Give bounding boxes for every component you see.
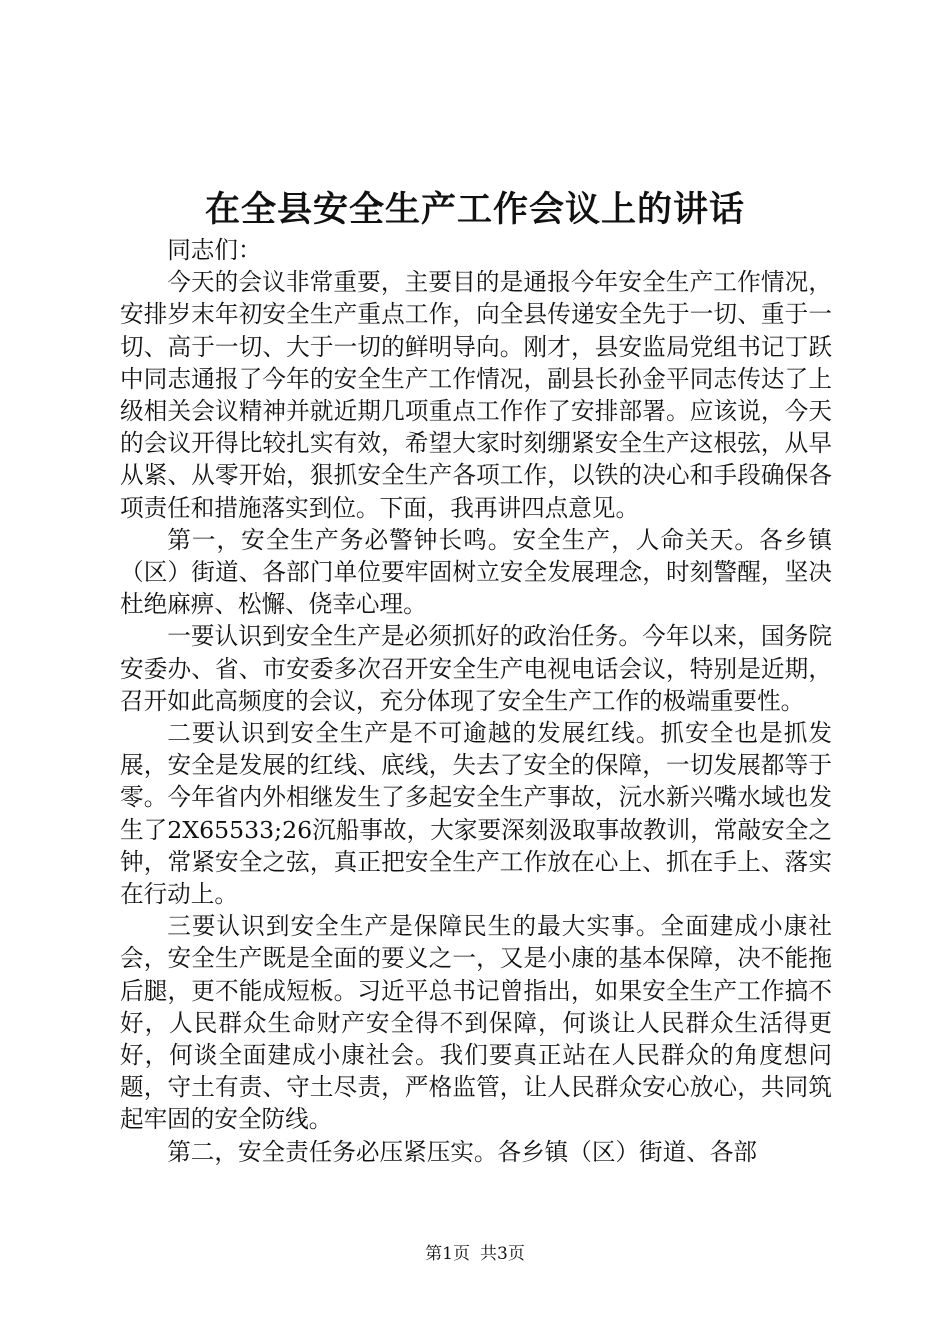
paragraph: 今天的会议非常重要，主要目的是通报今年安全生产工作情况，安排岁末年初安全生产重点工作，向全县传递安全先于一切、重于一切、高于一切、大于一切的鲜明导向。刚才，县安监局党组书记丁跃中同志通报了今年的安全生产工作情况，副县长孙金平同志传达了上级相关会议精神并就近期几项重点工作作了安排部署。应该说，今天的会议开得比较扎实有效，希望大家时刻绷紧安全生产这根弦，从早从紧、从零开始，狠抓安全生产各项工作，以铁的决心和手段确保各项责任和措施落实到位。下面，我再讲四点意见。	[120, 268, 832, 522]
salutation: 同志们：	[167, 236, 262, 264]
page-number: 第1页	[425, 1244, 470, 1264]
page-footer	[0, 1242, 950, 1266]
paragraph: 三要认识到安全生产是保障民生的最大实事。全面建成小康社会，安全生产既是全面的要义之一，又是小康的基本保障，决不能拖后腿，更不能成短板。习近平总书记曾指出，如果安全生产工作搞不好，人民群众生命财产安全得不到保障，何谈让人民群众生活得更好，何谈全面建成小康社会。我们要真正站在人民群众的角度想问题，守土有责、守土尽责，严格监管，让人民群众安心放心，共同筑起牢固的安全防线。	[120, 912, 832, 1134]
paragraph: 第二，安全责任务必压紧压实。各乡镇（区）街道、各部	[167, 1137, 758, 1166]
paragraph: 一要认识到安全生产是必须抓好的政治任务。今年以来，国务院安委办、省、市安委多次召开安全生产电视电话会议，特别是近期，召开如此高频度的会议，充分体现了安全生产工作的极端重要性。	[120, 622, 832, 715]
document-body	[120, 234, 832, 1168]
paragraph: 二要认识到安全生产是不可逾越的发展红线。抓安全也是抓发展，安全是发展的红线、底线，失去了安全的保障，一切发展都等于零。今年省内外相继发生了多起安全生产事故，沅水新兴嘴水域也发生了2X65533;26沉船事故，大家要深刻汲取事故教训，常敲安全之钟，常紧安全之弦，真正把安全生产工作放在心上、抓在手上、落实在行动上。	[120, 719, 832, 909]
page-total: 共3页	[480, 1244, 525, 1264]
paragraph: 第一，安全生产务必警钟长鸣。安全生产，人命关天。各乡镇（区）街道、各部门单位要牢固树立安全发展理念，时刻警醒，坚决杜绝麻痹、松懈、侥幸心理。	[120, 525, 832, 619]
document-title: 在全县安全生产工作会议上的讲话	[204, 189, 745, 230]
